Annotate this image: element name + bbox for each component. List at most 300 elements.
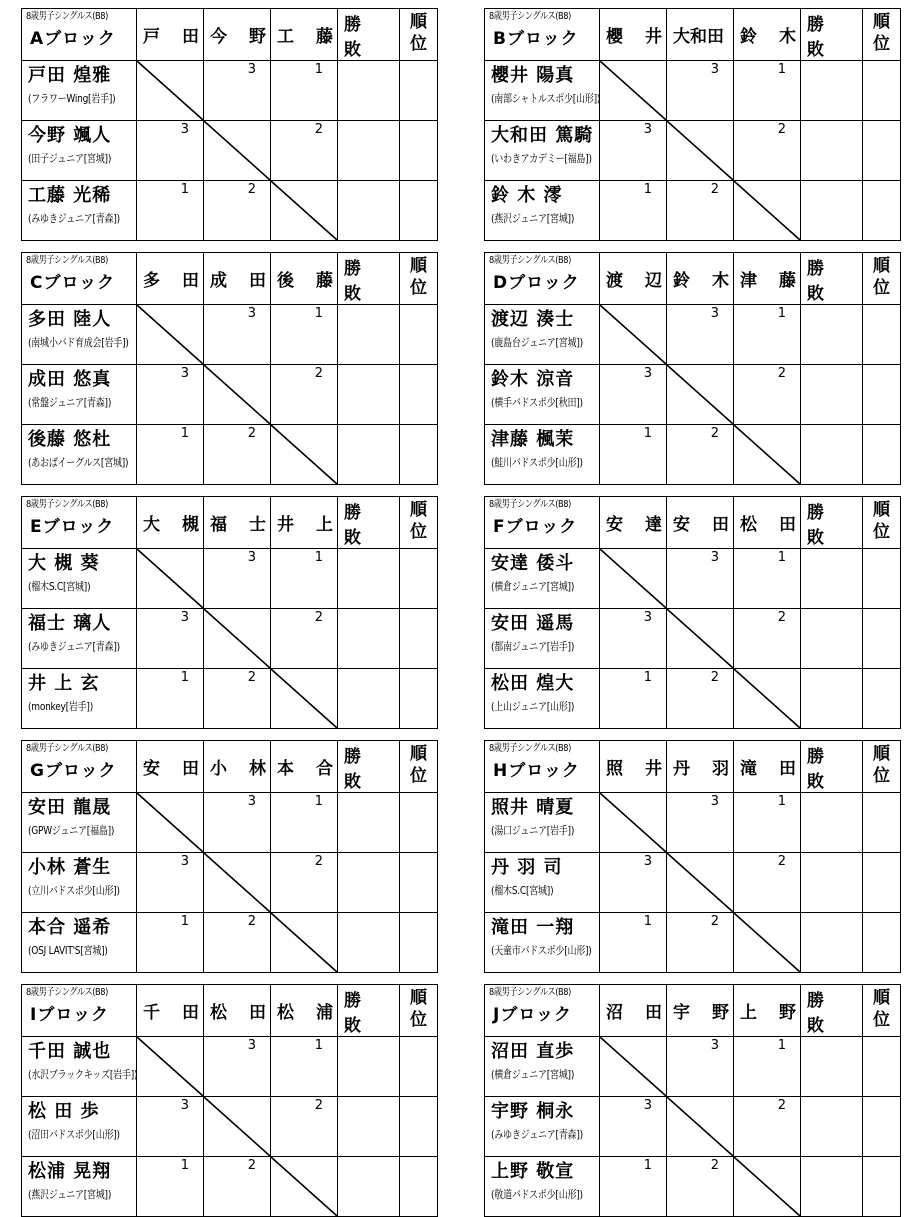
match-number: 2	[247, 670, 256, 685]
rank-cell[interactable]	[400, 425, 438, 485]
score-cell[interactable]	[137, 669, 204, 729]
win-loss-header: 勝 敗	[807, 258, 828, 304]
player-club: (いわきアカデミー[福島])	[491, 152, 592, 165]
rank-header: 順 位	[410, 988, 427, 1030]
block-name: Eブロック	[30, 517, 115, 537]
score-cell[interactable]	[734, 609, 801, 669]
column-header-1: 大 槻	[143, 515, 199, 535]
column-header-2: 安 田	[673, 515, 729, 535]
rank-cell[interactable]	[400, 61, 438, 121]
match-number: 3	[247, 62, 256, 77]
score-cell[interactable]	[734, 121, 801, 181]
rank-cell[interactable]	[400, 1157, 438, 1217]
diagonal-cell	[667, 1097, 734, 1157]
score-cell[interactable]	[667, 1037, 734, 1097]
win-loss-cell[interactable]	[338, 609, 400, 669]
rank-cell[interactable]	[863, 121, 901, 181]
diagonal-cell	[600, 1037, 667, 1097]
rank-cell[interactable]	[400, 305, 438, 365]
rank-cell[interactable]	[863, 1097, 901, 1157]
score-cell[interactable]	[137, 1097, 204, 1157]
player-name: 櫻井 陽真	[491, 65, 575, 86]
player-name: 大 槻 葵	[28, 553, 100, 574]
diagonal-cell	[271, 425, 338, 485]
rank-cell[interactable]	[863, 365, 901, 425]
player-name: 戸田 煌雅	[28, 65, 112, 86]
diagonal-cell	[600, 61, 667, 121]
win-loss-cell[interactable]	[338, 913, 400, 973]
score-cell[interactable]	[600, 425, 667, 485]
player-name: 松浦 晃翔	[28, 1161, 112, 1182]
rank-header: 順 位	[410, 12, 427, 54]
player-club: (榴木S.C[宮城])	[491, 884, 554, 897]
player-name: 安田 遥馬	[491, 613, 575, 634]
block-b	[484, 8, 900, 240]
match-number: 1	[643, 670, 652, 685]
event-label: 8歳男子シングルス(B8)	[26, 499, 108, 510]
rank-cell[interactable]	[863, 425, 901, 485]
match-number: 3	[643, 366, 652, 381]
diagonal-cell	[137, 793, 204, 853]
column-header-1: 櫻 井	[606, 27, 662, 47]
diagonal-cell	[734, 425, 801, 485]
win-loss-cell[interactable]	[801, 181, 863, 241]
match-number: 3	[180, 854, 189, 869]
match-number: 3	[710, 550, 719, 565]
rank-cell[interactable]	[863, 549, 901, 609]
win-loss-cell[interactable]	[801, 609, 863, 669]
match-number: 1	[180, 1158, 189, 1173]
player-name: 松 田 歩	[28, 1101, 100, 1122]
win-loss-header: 勝 敗	[344, 746, 365, 792]
player-club: (あおばイーグルス[宮城])	[28, 456, 129, 469]
block-a	[21, 8, 437, 240]
round-robin-table	[484, 984, 901, 1217]
score-cell[interactable]	[204, 305, 271, 365]
player-club: (横倉ジュニア[宮城])	[491, 580, 575, 593]
score-cell[interactable]	[667, 181, 734, 241]
diagonal-cell	[271, 181, 338, 241]
score-cell[interactable]	[204, 61, 271, 121]
score-cell[interactable]	[137, 609, 204, 669]
event-label: 8歳男子シングルス(B8)	[26, 11, 108, 22]
score-cell[interactable]	[271, 121, 338, 181]
match-number: 2	[314, 366, 323, 381]
win-loss-cell[interactable]	[801, 1157, 863, 1217]
player-name: 後藤 悠杜	[28, 429, 112, 450]
column-header-3: 上 野	[740, 1003, 796, 1023]
event-label: 8歳男子シングルス(B8)	[489, 743, 571, 754]
diagonal-cell	[600, 793, 667, 853]
match-number: 3	[710, 306, 719, 321]
score-cell[interactable]	[734, 1037, 801, 1097]
player-name: 丹 羽 司	[491, 857, 563, 878]
score-cell[interactable]	[271, 609, 338, 669]
score-cell[interactable]	[271, 549, 338, 609]
player-name: 工藤 光稀	[28, 185, 112, 206]
diagonal-cell	[600, 305, 667, 365]
diagonal-cell	[137, 305, 204, 365]
match-number: 1	[643, 182, 652, 197]
match-number: 3	[247, 306, 256, 321]
win-loss-cell[interactable]	[338, 1157, 400, 1217]
rank-header: 順 位	[873, 256, 890, 298]
rank-cell[interactable]	[863, 609, 901, 669]
rank-cell[interactable]	[863, 853, 901, 913]
rank-cell[interactable]	[863, 305, 901, 365]
round-robin-table	[484, 740, 901, 973]
player-name: 今野 颯人	[28, 125, 112, 146]
diagonal-cell	[734, 669, 801, 729]
match-number: 1	[777, 550, 786, 565]
win-loss-cell[interactable]	[801, 425, 863, 485]
score-cell[interactable]	[271, 1037, 338, 1097]
win-loss-cell[interactable]	[801, 305, 863, 365]
score-cell[interactable]	[137, 121, 204, 181]
win-loss-cell[interactable]	[801, 853, 863, 913]
win-loss-cell[interactable]	[801, 1037, 863, 1097]
score-cell[interactable]	[137, 365, 204, 425]
block-c	[21, 252, 437, 484]
win-loss-cell[interactable]	[801, 1097, 863, 1157]
column-header-3: 後 藤	[277, 271, 333, 291]
match-number: 1	[777, 794, 786, 809]
win-loss-cell[interactable]	[801, 793, 863, 853]
win-loss-cell[interactable]	[801, 549, 863, 609]
score-cell[interactable]	[734, 365, 801, 425]
block-f	[484, 496, 900, 728]
rank-cell[interactable]	[863, 181, 901, 241]
column-header-1: 照 井	[606, 759, 662, 779]
match-number: 1	[314, 1038, 323, 1053]
match-number: 2	[777, 610, 786, 625]
match-number: 1	[643, 914, 652, 929]
score-cell[interactable]	[137, 1157, 204, 1217]
column-header-2: 成 田	[210, 271, 266, 291]
match-number: 1	[643, 426, 652, 441]
column-header-2: 鈴 木	[673, 271, 729, 291]
player-club: (フラワーWing[岩手])	[28, 92, 116, 105]
match-number: 3	[247, 794, 256, 809]
rank-header: 順 位	[873, 988, 890, 1030]
score-cell[interactable]	[734, 549, 801, 609]
score-cell[interactable]	[204, 1157, 271, 1217]
win-loss-cell[interactable]	[338, 305, 400, 365]
score-cell[interactable]	[204, 669, 271, 729]
block-g	[21, 740, 437, 972]
win-loss-cell[interactable]	[801, 61, 863, 121]
player-club: (都南ジュニア[岩手])	[491, 640, 575, 653]
player-name: 多田 陸人	[28, 309, 112, 330]
round-robin-table	[21, 740, 438, 973]
player-name: 照井 晴夏	[491, 797, 575, 818]
match-number: 2	[710, 426, 719, 441]
win-loss-cell[interactable]	[801, 913, 863, 973]
match-number: 2	[710, 670, 719, 685]
score-cell[interactable]	[667, 305, 734, 365]
score-cell[interactable]	[667, 61, 734, 121]
diagonal-cell	[271, 913, 338, 973]
block-name: Gブロック	[30, 761, 117, 781]
player-club: (立川バドスポ少[山形])	[28, 884, 120, 897]
score-cell[interactable]	[667, 425, 734, 485]
player-club: (湯口ジュニア[岩手])	[491, 824, 575, 837]
rank-cell[interactable]	[400, 1037, 438, 1097]
player-name: 松田 煌大	[491, 673, 575, 694]
win-loss-cell[interactable]	[801, 365, 863, 425]
score-cell[interactable]	[667, 1157, 734, 1217]
player-name: 福士 璃人	[28, 613, 112, 634]
column-header-1: 安 田	[143, 759, 199, 779]
column-header-1: 沼 田	[606, 1003, 662, 1023]
player-name: 千田 誠也	[28, 1041, 112, 1062]
column-header-3: 津 藤	[740, 271, 796, 291]
rank-cell[interactable]	[400, 1097, 438, 1157]
rank-cell[interactable]	[863, 1157, 901, 1217]
diagonal-cell	[137, 1037, 204, 1097]
rank-cell[interactable]	[400, 549, 438, 609]
score-cell[interactable]	[734, 1097, 801, 1157]
diagonal-cell	[204, 1097, 271, 1157]
event-label: 8歳男子シングルス(B8)	[26, 987, 108, 998]
column-header-1: 安 達	[606, 515, 662, 535]
score-cell[interactable]	[734, 793, 801, 853]
block-name: Iブロック	[30, 1005, 109, 1025]
diagonal-cell	[204, 853, 271, 913]
score-cell[interactable]	[600, 181, 667, 241]
rank-header: 順 位	[410, 500, 427, 542]
column-header-3: 滝 田	[740, 759, 796, 779]
win-loss-header: 勝 敗	[344, 502, 365, 548]
score-cell[interactable]	[271, 305, 338, 365]
score-cell[interactable]	[734, 61, 801, 121]
score-cell[interactable]	[137, 425, 204, 485]
match-number: 1	[314, 794, 323, 809]
match-number: 3	[247, 550, 256, 565]
match-number: 3	[643, 610, 652, 625]
score-cell[interactable]	[667, 549, 734, 609]
player-club: (榴木S.C[宮城])	[28, 580, 91, 593]
score-cell[interactable]	[137, 853, 204, 913]
score-cell[interactable]	[271, 853, 338, 913]
score-cell[interactable]	[600, 1157, 667, 1217]
match-number: 3	[180, 366, 189, 381]
rank-header: 順 位	[410, 256, 427, 298]
column-header-3: 鈴 木	[740, 27, 796, 47]
rank-cell[interactable]	[863, 913, 901, 973]
player-name: 小林 蒼生	[28, 857, 112, 878]
player-name: 津藤 楓茉	[491, 429, 575, 450]
round-robin-table	[484, 496, 901, 729]
block-name: Jブロック	[493, 1005, 572, 1025]
rank-cell[interactable]	[400, 793, 438, 853]
diagonal-cell	[204, 365, 271, 425]
match-number: 2	[777, 122, 786, 137]
rank-header: 順 位	[873, 12, 890, 54]
match-number: 3	[710, 794, 719, 809]
win-loss-header: 勝 敗	[807, 14, 828, 60]
score-cell[interactable]	[271, 793, 338, 853]
player-club: (田子ジュニア[宮城])	[28, 152, 112, 165]
player-club: (GPWジュニア[福島])	[28, 824, 115, 837]
player-club: (沼田バドスポ少[山形])	[28, 1128, 120, 1141]
diagonal-cell	[204, 121, 271, 181]
event-label: 8歳男子シングルス(B8)	[489, 987, 571, 998]
match-number: 2	[247, 1158, 256, 1173]
rank-cell[interactable]	[400, 853, 438, 913]
win-loss-cell[interactable]	[338, 425, 400, 485]
diagonal-cell	[667, 365, 734, 425]
win-loss-cell[interactable]	[338, 1097, 400, 1157]
win-loss-cell[interactable]	[338, 365, 400, 425]
player-club: (鮭川バドスポ少[山形])	[491, 456, 583, 469]
match-number: 1	[180, 182, 189, 197]
win-loss-cell[interactable]	[801, 669, 863, 729]
rank-cell[interactable]	[400, 181, 438, 241]
match-number: 3	[180, 610, 189, 625]
player-name: 渡辺 湊士	[491, 309, 575, 330]
column-header-1: 千 田	[143, 1003, 199, 1023]
round-robin-table	[21, 252, 438, 485]
rank-cell[interactable]	[400, 669, 438, 729]
win-loss-cell[interactable]	[338, 853, 400, 913]
score-cell[interactable]	[271, 61, 338, 121]
rank-cell[interactable]	[400, 121, 438, 181]
score-cell[interactable]	[734, 305, 801, 365]
score-cell[interactable]	[667, 793, 734, 853]
rank-cell[interactable]	[863, 793, 901, 853]
score-cell[interactable]	[667, 913, 734, 973]
column-header-2: 大和田	[673, 27, 724, 47]
win-loss-cell[interactable]	[338, 549, 400, 609]
score-cell[interactable]	[204, 913, 271, 973]
score-cell[interactable]	[271, 1097, 338, 1157]
column-header-3: 工 藤	[277, 27, 333, 47]
player-name: 成田 悠真	[28, 369, 112, 390]
score-cell[interactable]	[600, 913, 667, 973]
match-number: 1	[777, 62, 786, 77]
match-number: 2	[247, 426, 256, 441]
column-header-2: 福 士	[210, 515, 266, 535]
score-cell[interactable]	[204, 181, 271, 241]
win-loss-cell[interactable]	[338, 669, 400, 729]
rank-cell[interactable]	[863, 1037, 901, 1097]
block-name: Fブロック	[493, 517, 578, 537]
player-name: 安達 倭斗	[491, 553, 575, 574]
score-cell[interactable]	[600, 1097, 667, 1157]
column-header-3: 松 浦	[277, 1003, 333, 1023]
match-number: 3	[710, 1038, 719, 1053]
column-header-1: 戸 田	[143, 27, 199, 47]
match-number: 2	[710, 914, 719, 929]
rank-cell[interactable]	[400, 609, 438, 669]
score-cell[interactable]	[734, 853, 801, 913]
match-number: 1	[777, 306, 786, 321]
column-header-2: 今 野	[210, 27, 266, 47]
player-club: (敬道バドスポ少[山形])	[491, 1188, 583, 1201]
match-number: 3	[643, 1098, 652, 1113]
round-robin-table	[484, 252, 901, 485]
block-name: Dブロック	[493, 273, 580, 293]
rank-cell[interactable]	[863, 61, 901, 121]
score-cell[interactable]	[600, 669, 667, 729]
player-name: 井 上 玄	[28, 673, 100, 694]
score-cell[interactable]	[271, 365, 338, 425]
player-club: (みゆきジュニア[青森])	[491, 1128, 583, 1141]
column-header-2: 松 田	[210, 1003, 266, 1023]
win-loss-header: 勝 敗	[344, 990, 365, 1036]
score-cell[interactable]	[600, 609, 667, 669]
player-name: 鈴 木 澪	[491, 185, 563, 206]
rank-cell[interactable]	[400, 365, 438, 425]
win-loss-header: 勝 敗	[344, 14, 365, 60]
block-e	[21, 496, 437, 728]
match-number: 3	[643, 122, 652, 137]
match-number: 2	[777, 854, 786, 869]
win-loss-cell[interactable]	[338, 1037, 400, 1097]
diagonal-cell	[667, 609, 734, 669]
score-cell[interactable]	[137, 181, 204, 241]
score-cell[interactable]	[204, 425, 271, 485]
match-number: 2	[247, 914, 256, 929]
win-loss-cell[interactable]	[338, 181, 400, 241]
block-name: Bブロック	[493, 29, 579, 49]
player-club: (水沢ブラックキッズ[岩手])	[28, 1068, 138, 1081]
event-label: 8歳男子シングルス(B8)	[489, 255, 571, 266]
match-number: 3	[180, 1098, 189, 1113]
match-number: 2	[777, 1098, 786, 1113]
player-club: (南城小バド育成会[岩手])	[28, 336, 129, 349]
score-cell[interactable]	[137, 913, 204, 973]
win-loss-cell[interactable]	[338, 121, 400, 181]
player-club: (OSJ LAVIT'S[宮城])	[28, 944, 108, 957]
match-number: 1	[314, 306, 323, 321]
score-cell[interactable]	[667, 669, 734, 729]
player-club: (横手バドスポ少[秋田])	[491, 396, 583, 409]
event-label: 8歳男子シングルス(B8)	[489, 11, 571, 22]
match-number: 2	[314, 610, 323, 625]
player-club: (横倉ジュニア[宮城])	[491, 1068, 575, 1081]
score-cell[interactable]	[204, 1037, 271, 1097]
round-robin-table	[21, 8, 438, 241]
column-header-3: 井 上	[277, 515, 333, 535]
diagonal-cell	[734, 181, 801, 241]
score-cell[interactable]	[600, 853, 667, 913]
win-loss-cell[interactable]	[338, 793, 400, 853]
rank-cell[interactable]	[863, 669, 901, 729]
match-number: 3	[710, 62, 719, 77]
score-cell[interactable]	[600, 121, 667, 181]
match-number: 1	[180, 670, 189, 685]
match-number: 1	[180, 426, 189, 441]
score-cell[interactable]	[204, 549, 271, 609]
match-number: 2	[710, 1158, 719, 1173]
win-loss-cell[interactable]	[801, 121, 863, 181]
player-name: 安田 龍晟	[28, 797, 112, 818]
diagonal-cell	[137, 61, 204, 121]
rank-header: 順 位	[873, 500, 890, 542]
match-number: 1	[314, 62, 323, 77]
score-cell[interactable]	[204, 793, 271, 853]
player-name: 本合 遥希	[28, 917, 112, 938]
player-club: (みゆきジュニア[青森])	[28, 640, 120, 653]
event-label: 8歳男子シングルス(B8)	[489, 499, 571, 510]
score-cell[interactable]	[600, 365, 667, 425]
win-loss-cell[interactable]	[338, 61, 400, 121]
player-name: 上野 敬宣	[491, 1161, 575, 1182]
rank-cell[interactable]	[400, 913, 438, 973]
match-number: 2	[314, 122, 323, 137]
